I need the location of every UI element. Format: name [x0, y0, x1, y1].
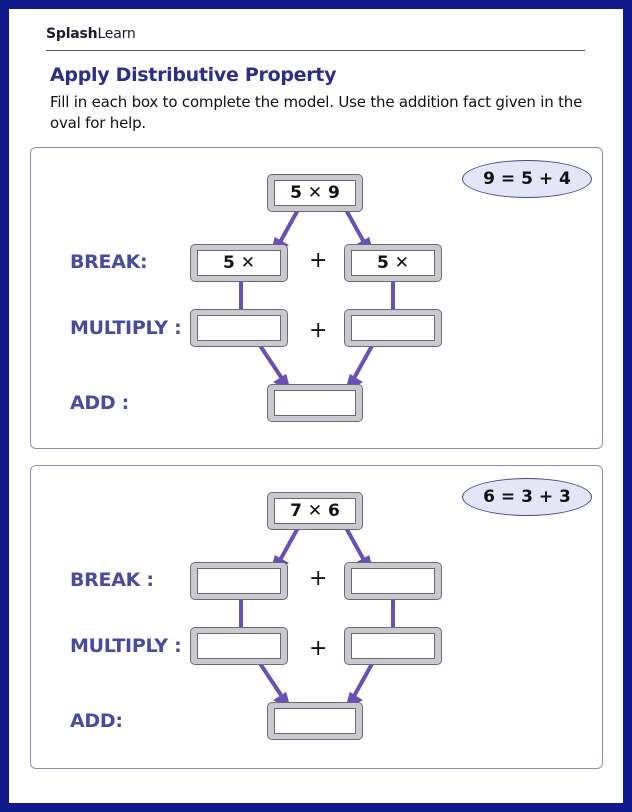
header-divider — [46, 50, 585, 51]
problem-panel-1 — [30, 147, 603, 449]
arrow-line — [279, 208, 299, 244]
multiply-left-box[interactable] — [190, 627, 288, 665]
arrow-line — [345, 208, 365, 244]
addition-fact-oval: 9 = 5 + 4 — [462, 160, 592, 198]
multiply-right-box[interactable] — [344, 309, 442, 347]
add-result-box[interactable] — [267, 702, 363, 740]
worksheet-page — [9, 9, 623, 803]
arrow-line — [345, 526, 365, 562]
page-title: Apply Distributive Property — [50, 64, 337, 86]
add-label: ADD : — [70, 392, 129, 414]
break-left-box[interactable] — [190, 562, 288, 600]
multiply-right-box[interactable] — [344, 627, 442, 665]
plus-sign: + — [309, 248, 328, 273]
multiply-left-box[interactable] — [190, 309, 288, 347]
break-right-box[interactable]: 5 ✕ — [344, 244, 442, 282]
multiply-label: MULTIPLY : — [70, 317, 182, 339]
break-right-box[interactable] — [344, 562, 442, 600]
arrow-line — [259, 662, 283, 698]
expression-box: 7 ✕ 6 — [267, 492, 363, 530]
break-left-box[interactable]: 5 ✕ — [190, 244, 288, 282]
plus-sign: + — [309, 636, 328, 661]
plus-sign: + — [309, 566, 328, 591]
arrow-line — [279, 526, 299, 562]
addition-fact-oval: 6 = 3 + 3 — [462, 478, 592, 516]
add-label: ADD: — [70, 710, 123, 732]
arrow-line — [353, 344, 373, 380]
arrow-line — [353, 662, 373, 698]
instructions: Fill in each box to complete the model. Use the addition fact given in the oval for help. — [50, 93, 583, 132]
break-label: BREAK : — [70, 569, 154, 591]
plus-sign: + — [309, 318, 328, 343]
add-result-box[interactable] — [267, 384, 363, 422]
problem-panel-2 — [30, 465, 603, 769]
brand-logo: SplashLearn — [46, 26, 136, 42]
expression-box: 5 ✕ 9 — [267, 174, 363, 212]
multiply-label: MULTIPLY : — [70, 635, 182, 657]
arrow-line — [259, 344, 283, 380]
break-label: BREAK: — [70, 251, 148, 273]
